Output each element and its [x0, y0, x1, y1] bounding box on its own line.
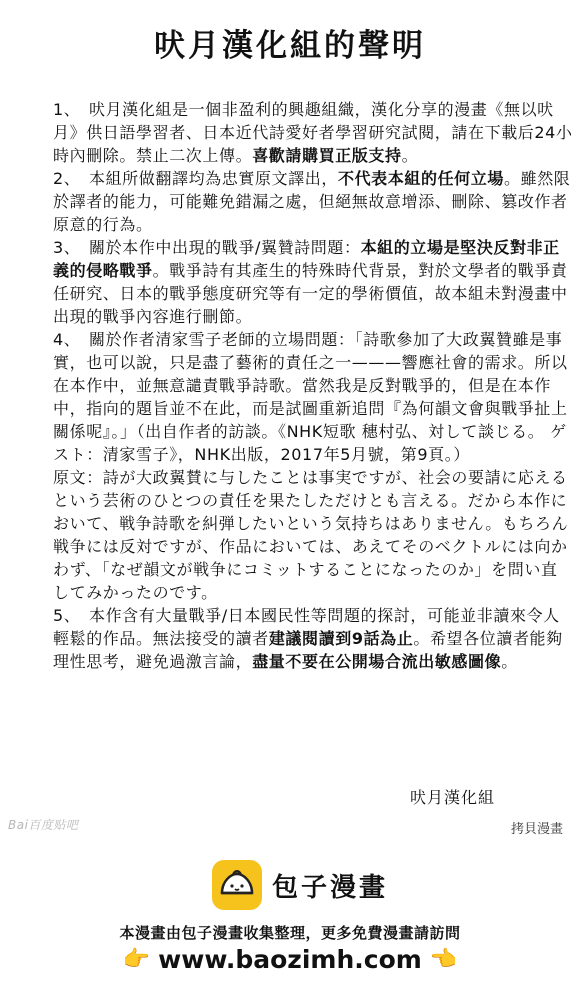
- paragraph-text: 原文：詩が大政翼賛に与したことは事実ですが、社会の要請に応えるという芸術のひとつの責任を果たしただけとも言える。だから本作において、戦争詩歌を糾弾したいという気持ちはありません。もちろん戦争には反対ですが、作品においては、あえてそのベクトルには向かわず、「なぜ韻文が戦争にコミットすることになったのか」を問い直してみかったのです。: [53, 468, 569, 602]
- site-link[interactable]: www.baozimh.com: [158, 945, 422, 974]
- statement-paragraph: [53, 604, 573, 673]
- url-row: [0, 945, 580, 974]
- emphasis-text: 喜歡請購買正版支持: [252, 146, 402, 165]
- paragraph-text: 2、 本組所做翻譯均為忠實原文譯出，: [53, 169, 338, 188]
- paragraph-text: 1、 吠月漢化組是一個非盈利的興趣組織，漢化分享的漫畫《無以吠月》供日語學習者、日本近代詩愛好者學習研究試閱，請在下載后24小時內刪除。禁止二次上傳。: [53, 100, 573, 165]
- paragraph-text: 5、 本作含有大量戰爭/日本國民性等問題的探討，可能並非讀來令人輕鬆的作品。無法接受的讀者: [53, 606, 560, 648]
- emphasis-text: 盡量不要在公開場合流出敏感圖像: [252, 652, 502, 671]
- paragraph-text: 3、 關於本作中出現的戰爭/翼贊詩問題：: [53, 238, 361, 257]
- statement-paragraph: [53, 328, 573, 466]
- emphasis-text: 建議閱讀到9話為止: [268, 629, 414, 648]
- watermark-baidu-tieba: Bai百度贴吧: [8, 818, 79, 832]
- paragraph-text: 。: [401, 146, 419, 165]
- bun-icon: [212, 860, 262, 910]
- emphasis-text: 本組的立場是堅決反對非正義的侵略戰爭: [53, 238, 560, 280]
- footer-notice: 本漫畫由包子漫畫收集整理，更多免費漫畫請訪問: [119, 924, 461, 942]
- statement-body: [53, 98, 573, 673]
- paragraph-text: 。戰爭詩有其產生的特殊時代背景，對於文學者的戰爭責任研究、日本的戰爭態度研究等有一定的學術價值，故本組未對漫畫中出現的戰爭內容進行刪節。: [53, 261, 568, 326]
- statement-paragraph: [53, 167, 573, 236]
- statement-paragraph: [53, 466, 573, 604]
- signature: 吠月漢化組: [410, 788, 496, 807]
- watermark-copy-manga: 拷貝漫畫: [511, 822, 564, 837]
- emphasis-text: 不代表本組的任何立場: [337, 169, 504, 188]
- paragraph-text: 。: [501, 652, 518, 671]
- statement-paragraph: [53, 236, 573, 328]
- statement-paragraph: [53, 98, 573, 167]
- page-title: 吠月漢化組的聲明: [154, 28, 426, 64]
- baozi-logo[interactable]: [212, 860, 388, 910]
- pointing-hand-icon: 👉: [122, 947, 151, 972]
- pointing-hand-icon: 👈: [429, 947, 458, 972]
- paragraph-text: 。雖然限於譯者的能力，可能難免錯漏之處，但絕無故意增添、刪除、篡改作者原意的行為。: [53, 169, 571, 234]
- paragraph-text: 。希望各位讀者能夠理性思考，避免過激言論，: [53, 629, 563, 671]
- logo-text: 包子漫畫: [272, 872, 389, 903]
- paragraph-text: 4、 關於作者清家雪子老師的立場問題：「詩歌參加了大政翼贊雖是事實，也可以說，只是盡了藝術的責任之一———響應社會的需求。所以在本作中，並無意譴責戰爭詩歌。當然我是反對戰爭的，但是在本作中，指向的題旨並不在此，而是試圖重新追問『為何韻文會與戰爭扯上關係呢』。」（出自作者的訪談。《NHK短歌 穗村弘、対して談じる。 ゲスト：清家雪子》，NHK出版，2017年5月號，第9頁。）: [53, 330, 568, 464]
